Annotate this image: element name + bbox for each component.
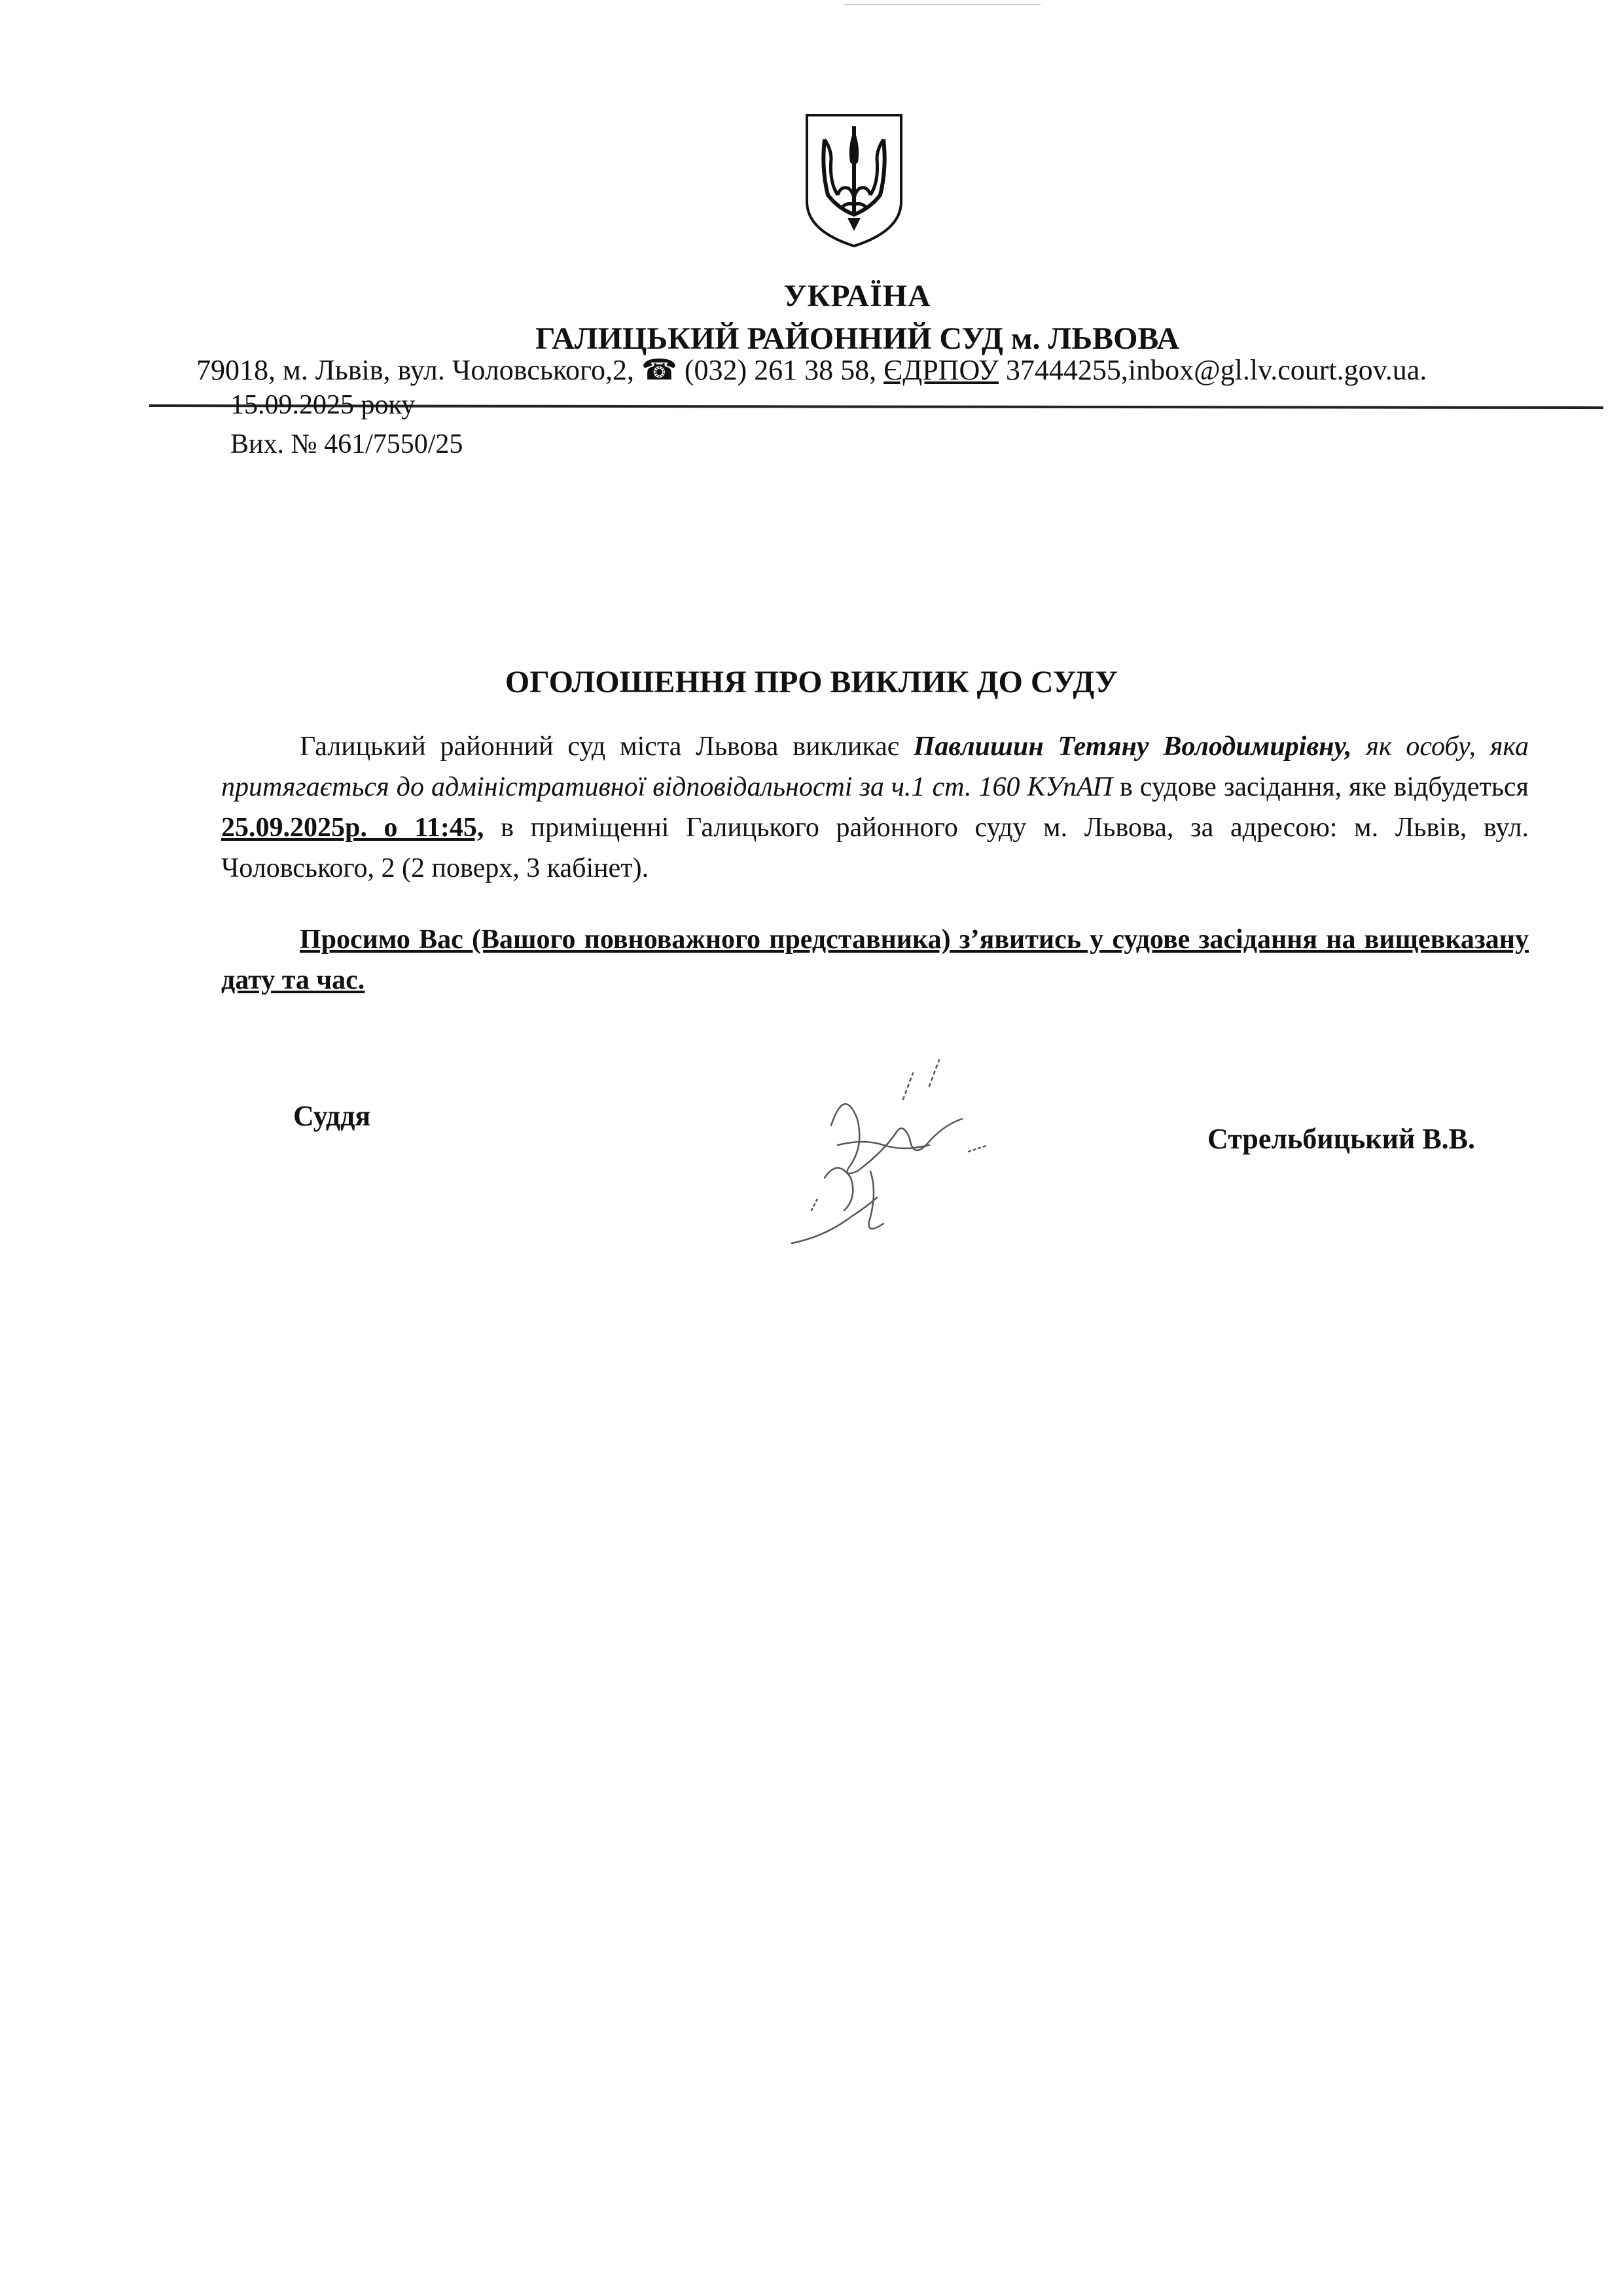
phone-icon: ☎ xyxy=(641,354,677,386)
header-edrpou-email: 37444255,inbox@gl.lv.court.gov.ua. xyxy=(1005,354,1427,386)
trident-emblem-icon xyxy=(802,110,906,251)
judge-name: Стрельбицький В.В. xyxy=(1207,1123,1476,1155)
header-court-name: ГАЛИЦЬКИЙ РАЙОННИЙ СУД м. ЛЬВОВА xyxy=(535,321,1180,356)
outgoing-number: Вих. № 461/7550/25 xyxy=(230,429,463,459)
notice-body-mid: в судове засідання, яке відбудеться xyxy=(1112,772,1529,802)
judge-title: Суддя xyxy=(293,1100,371,1132)
appearance-request: Просимо Вас (Вашого повноважного представника) з’явитись у судове засідання на вищевказану дату та час. xyxy=(221,925,1529,995)
notice-body-intro: Галицький районний суд міста Львова викликає xyxy=(300,732,914,762)
notice-body xyxy=(221,726,1529,889)
handwritten-signature xyxy=(772,1047,1008,1263)
header-contact-line xyxy=(196,353,1590,387)
header-phone: (032) 261 38 58, xyxy=(684,354,877,386)
header-country: УКРАЇНА xyxy=(783,279,931,313)
notice-body-role: як особу, яка притягається до адміністративної відповідальності за ч.1 ст. 160 КУпАП xyxy=(221,732,1529,802)
hearing-datetime: 25.09.2025р. о 11:45, xyxy=(221,813,484,843)
notice-body-end: в приміщенні Галицького районного суду м. Львова, за адресою: м. Львів, вул. Чоловського, 2 (2 поверх, 3 кабінет). xyxy=(221,813,1529,883)
scan-artifact-line xyxy=(844,4,1041,5)
header-edrpou-label: ЄДРПОУ xyxy=(883,354,999,386)
notice-title: ОГОЛОШЕННЯ ПРО ВИКЛИК ДО СУДУ xyxy=(505,665,1118,699)
summoned-person-name: Павлишин Тетяну Володимирівну, xyxy=(913,732,1352,762)
header-address: 79018, м. Львів, вул. Чоловського,2, xyxy=(196,354,635,386)
document-date: 15.09.2025 року xyxy=(230,390,416,420)
